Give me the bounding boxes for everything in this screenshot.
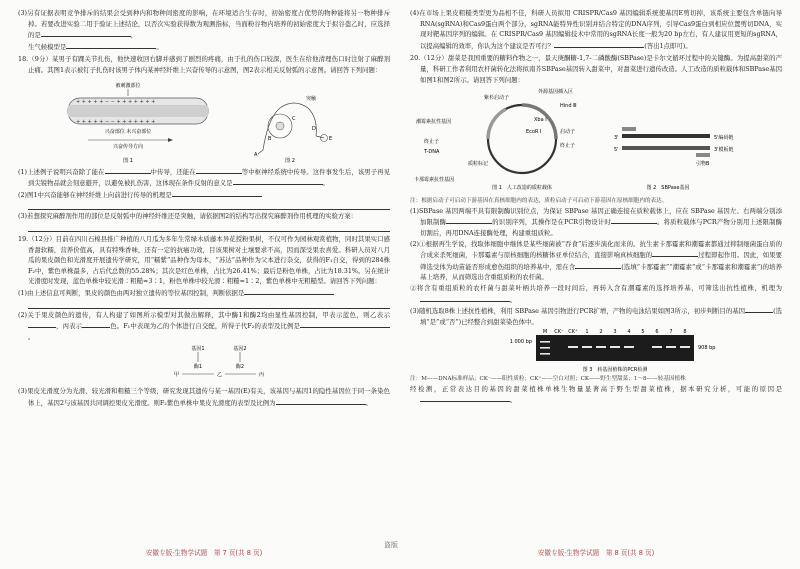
fig2-synapse-label: 突触 [306, 95, 317, 102]
q18-part2: (2)图1中兴奋能够在神经纤维上向前进行传导的机理是 [18, 189, 390, 201]
gel-lane-label: 2 [599, 329, 603, 336]
gene-label-3prime-top: 3' [614, 135, 619, 142]
left-page: (3)另有证据表明竞争排斥的结果会受到种内和物种间密度的影响，在环境适合生存时，初始密度占优势的物种能将另一物种排斥掉。若要改进实验二用于验证上述结论，以否次实验获得数为观测指标，当面粉谷物内培养的初始密度大于拟谷盗乙时，应选择的是 ， 生气候模型是 。 18.（9分）某男子有踝关节扎伤，他快速收回右脚并感到了剧烈的疼痛，由于扎的伤口较深，医生在给他清理伤口时注射了麻醉剂止痛。其图1表示被钉子扎伤时该男子体内某神经纤维上兴奋传导的示意图，图2表示相关反射弧的示意图。请回答下列问题： 被刺激部位 + + + + + − − + + + + + + + + + + + + − − + + + + + + + 兴奋部位 未兴奋部位 兴奋传导方向 图 1 A B C D E 突触 图 2 (1)上述例子说明兴奋除了能在 中传导，还能在 等中枢神经系统中传导。这件事发生后，该男子再见到尖锐物品就会刻意避开，以避免被扎伤害，这体现在条件反射的意义是 。 (2)图1中兴奋能够在神经纤维上向前进行传导的机理是 (3)若想探究麻醉剂作用的部位是反射弧中的神经纤维还是突触，请依据图2的结构写出探究麻醉剂作用机理的实验方案： 19.（12分）目前在四川石棉县推广种植的八月瓜为多年生常绿木质藤本异花授粉果树，不仅可作为园林观赏植物，同时其果实口感香甜软糯，营养价值高，具有特殊香味，还有一定的抗癌功效，目该果树对土壤要求不高，因而深受果农喜爱。科研人员对八月瓜的果皮颜色和光滑度开展遗传学研究，用“糯紫”品种作为母本，“苏达”品种作为父本进行杂交，获得的F₁自交，得到的284株F₂中，紫色单株最多，占后代总数的55.28%；其次是红色单株，占比为26.41%；最后是粉色单株，占比为18.31%。另在统计光滑度时发现，蓝色单株中较光滑∶粗糙≈3∶1，粉色单株中较光滑∶粗糙≈1∶2，紫色单株中无粗糙型。请回答下列问题： (1)由上述信息可判断，果皮的颜色由两对独立遗传的等位基因控制，判断依据是 (2)关于果皮颜色的遗传，有人构建了如图所示模型对其做出解释，其中酶1和酶2均由显性基因控制，甲表示蓝色，则乙表示，丙表示 色。F₁中表现为乙的个体进行自交配，所得子代F₂的表型及比例是。 基因1 基因2 酶1 酶2 甲 乙 丙 (3)果皮光滑度分为光滑、较光滑和粗糙三个等级，研究发现其遗传与某一基因(E)有关，该基因与基因1的隐性基因位于同一条染色体上，基因2与该基因共同调控果皮光滑度。则F₂紫色单株中果皮光滑度的表型及比例为 。 安徽专版·生物学试题 第 7 页(共 8 页) [18, 9, 391, 557]
right-footer: 安徽专版·生物学试题 第 8 页(共 8 页) [537, 549, 655, 557]
pigment-c: 丙 [259, 372, 265, 379]
gene2-label: 基因2 [233, 346, 247, 353]
enzyme2-label: 酶2 [235, 364, 245, 371]
gel-lane-label: CK⁺ [568, 329, 578, 336]
q18-figures [18, 78, 390, 166]
gel-caption: 图 3 转基因植株的PCR检测 [582, 367, 648, 374]
pigment-b: 乙 [217, 372, 223, 379]
gel-lane-label: 3 [613, 329, 617, 336]
gel-note: 注：M——DNA标准样品；CK⁻——阳性质粒；CK⁺——空白对照；CK——野生型甜菜；1～8——转基因植株 [410, 376, 686, 383]
q18-part1: (1)上述例子说明兴奋除了能在 中传导，还能在 等中枢神经系统中传导。这件事发生后，该男子再见到尖锐物品就会刻意避开，以避免被扎伤害，这体现在条件反射的意义是 。 [18, 167, 391, 188]
gel-lane-label: 8 [683, 329, 687, 336]
gene1-label: 基因1 [191, 346, 205, 353]
plasmid-caption: 图 1 人工改造的质粒载体 [492, 185, 552, 192]
q20-part1: (1)SBPase 基因两端不具有限制酶识别位点，为保证 SBPase 基因正确连接在质粒载体上，应在 SBPase 基因左、右两端分别添加限制酶 的识别序列，其操作是在PCR引物设计时 。将质粒载体与PCR产物分别用上述限制酶切割后，再用DNA连接酶处理，构建重组质粒。 [410, 206, 782, 237]
gel-figure [410, 327, 782, 375]
plasmid-label-term1: 终止子 [424, 139, 440, 146]
left-footer: 安徽专版·生物学试题 第 7 页(共 8 页) [145, 549, 263, 557]
plasmid-label-promoter2: 启动子 [560, 129, 576, 136]
gel-lane-label: 7 [669, 329, 673, 336]
q17-part3-tail: 生气候模型是 [28, 42, 67, 51]
gel-lane-label: 4 [627, 329, 631, 336]
plasmid-figures [410, 85, 782, 193]
pigment-a: 甲 [174, 372, 180, 379]
reflex-arc [263, 103, 316, 150]
plasmid-label-xba: Xba Ⅰ [534, 117, 547, 124]
watermark-text: 盗版 [384, 541, 398, 549]
fig1-bottom-label: 兴奋传导方向 [112, 143, 144, 150]
q20-part2: (2)①根据再生学说，找取体细胞中继体是某些细菌被“吞食”后逐步演化而来的。抗生素卡那霉素和潮霉素都通过抑制细菌蛋白质的合成来杀死细菌，卡那霉素与原核细胞的核糖体亚单位结合，直接影响真核细胞的 过程即起作用。因此，如果要筛选受体为幼苗能否形成愈伤组织的培养基中，需在含 (选填“卡那霉素”“潮霉素”或“卡那霉素和潮霉素”)的培养基上培养，从而筛选出含重组质粒的农杆菌。 [410, 239, 783, 282]
gene-label-template: 3'模板链 [714, 147, 734, 154]
plasmid-label-promoter1: 紫杉启动子 [484, 95, 510, 102]
q18-part3: (3)若想探究麻醉剂作用的部位是反射弧中的神经纤维还是突触，请依据图2的结构写出探究麻醉剂作用机理的实验方案： [18, 212, 358, 221]
q20-stem: 20.（12分）甜菜是我国重要的糖料作物之一，景天庚酮糖-1,7-二磷酸酶(SBPase)是卡尔文循环过程中的关键酶。为提高甜菜的产量，科研工作者利用农杆菌转化法将拟南芥SBPase基因转入甜菜中，对甜菜进行遗传改造。人工改造的质粒载体和SBPase基因如图1和图2所示。请回答下列问题： [410, 54, 782, 84]
q18-stem: 18.（9分）某男子有踝关节扎伤，他快速收回右脚并感到了剧烈的疼痛，由于扎的伤口较深，医生在给他清理伤口时注射了麻醉剂止痛。其图1表示被钉子扎伤时该男子体内某神经纤维上兴奋传导的示意图，图2表示相关反射弧的示意图。请回答下列问题： [18, 55, 390, 74]
plasmid-label-term2: 终止子 [560, 143, 576, 150]
pigment-pathway [18, 342, 390, 382]
gel-lane-label: 5 [641, 329, 645, 336]
plasmid-label-kan: 卡那霉素抗性基因 [414, 177, 455, 184]
q19-part2: (2)关于果皮颜色的遗传，有人构建了如图所示模型对其做出解释，其中酶1和酶2均由显性基因控制，甲表示蓝色，则乙表示，丙表示 色。F₁中表现为乙的个体进行自交配，所得子代F₂的表型及比例是。 [18, 310, 390, 341]
plasmid-label-ecor: EcoR Ⅰ [526, 129, 542, 136]
q20-part2-b: ②将含有重组质粒的农杆菌与甜菜叶柄共培养一段时间后，再转入含有潮霉素的选择培养基，可筛选出抗性植株，机理为。 [410, 283, 782, 304]
fig2-label-d: D [312, 125, 316, 132]
gel-size-left: 1 000 bp [509, 339, 532, 346]
q19-stem: 19.（12分）目前在四川石棉县推广种植的八月瓜为多年生常绿木质藤本异花授粉果树，不仅可作为园林观赏植物，同时其果实口感香甜软糯，营养价值高，具有特殊香味，还有一定的抗癌功效，目该果树对土壤要求不高，因而深受果农喜爱。科研人员对八月瓜的果皮颜色和光滑度开展遗传学研究，用“糯紫”品种作为母本，“苏达”品种作为父本进行杂交，获得的F₁自交，得到的284株F₂中，紫色单株最多，占后代总数的55.28%；其次是红色单株，占比为26.41%；最后是粉色单株，占比为18.31%。另在统计光滑度时发现，蓝色单株中较光滑∶粗糙≈3∶1，粉色单株中较光滑∶粗糙≈1∶2，紫色单株中无粗糙型。请回答下列问题： [18, 234, 390, 286]
template-strand [622, 146, 710, 150]
figure-note: 注：根据启动子可启动下游基因在真核细胞内的表达，质粒启动子可启动下游基因在原核细胞内的表达。 [410, 198, 668, 205]
gene-label-coding: 5'编码链 [714, 135, 734, 142]
fig2-label-a: A [254, 151, 258, 158]
fig1-caption: 图 1 [123, 157, 133, 164]
coding-strand [622, 134, 710, 138]
q19-part1: (1)由上述信息可判断，果皮的颜色由两对独立遗传的等位基因控制，判断依据是 [18, 287, 390, 299]
q19-part3: (3)果皮光滑度分为光滑、较光滑和粗糙三个等级，研究发现其遗传与某一基因(E)有关，该基因与基因1的隐性基因位于同一条染色体上，基因2与该基因共同调控果皮光滑度。则F₂紫色单株中果皮光滑度的表型及比例为 。 [18, 387, 390, 407]
plasmid-label-hyg: 潮霉素抗性基因 [416, 119, 452, 126]
gel-lane-label: M [542, 329, 548, 336]
gel-lane-labels [543, 329, 687, 335]
plasmid-label-hind: Hind Ⅲ [560, 103, 577, 110]
fig2-label-c: C [292, 115, 296, 122]
gel-lane-label: 1 [585, 329, 589, 336]
gel-lane-label: CK⁻ [554, 329, 564, 336]
enzyme1-label: 酶1 [193, 364, 203, 371]
plasmid-label-marker: 质粒标记 [468, 161, 489, 168]
plasmid-label-tdna: T-DNA [424, 149, 440, 156]
right-page [410, 8, 782, 561]
q20-part3: (3)随机选取8株上述抗性植株，利用 SBPase 基因引物进行PCR扩增，产物的电泳结果如图3所示，初步判断目的基因 (选填“是”或“否”)已经整合到甜菜染色体中。 [410, 307, 782, 326]
q17-part3: (3)另有证据表明竞争排斥的结果会受到种内和物种间密度的影响，在环境适合生存时，初始密度占优势的物种能将另一物种排斥掉。若要改进实验二用于验证上述结论，以否次实验获得数为观测指标，当面粉谷物内培养的初始密度大于拟谷盗乙时，应选择的是 ， [18, 9, 390, 40]
q19-part4: (4)在市场上果皮粗糙类型更为品相不佳，科研人员拟用 CRISPR/Cas9 基因编辑系统使基因E剪切掉，该系统主要包含单链向导RNA(sgRNA)和Cas9蛋白两个部分，sgRNA能特异性识别并结合特定的DNA序列，引导Cas9蛋白到相应位置剪切DNA，实现对靶基因序列的编辑。在 CRISPR/Cas9 基因编辑技术中常用的sgRNA长度一般为20 bp左右，有人建议用更短的sgRNA，以提高编辑的效率，你认为这个建议是否可行？ (答出1点即可)。 [410, 9, 782, 50]
svg-text:+ + + + + − − + + + + + + +: + + + + + − − + + + + + + + [76, 118, 156, 125]
plasmid-label-insert: 外源基因插入区 [538, 89, 574, 96]
fig1-mid-label: 兴奋部位 未兴奋部位 [104, 128, 152, 135]
nerve-figures [18, 78, 390, 166]
svg-text:+ + + + + − − + + + + + + +: + + + + + − − + + + + + + + [76, 98, 156, 105]
q20-part4: 经检测，正常表达目的基因的甜菜植株单株生物量显著高于野生型甜菜植株，据本研究分析，可能的原因是。 [410, 384, 782, 405]
fig2-label-b: B [268, 135, 272, 142]
gene-label-primer: 引物B [696, 161, 710, 168]
fig1-top-label: 被刺激部位 [115, 82, 141, 89]
gene-label-5prime-bottom: 5' [614, 147, 619, 154]
fig2-caption: 图 2 [285, 157, 295, 164]
gene-caption: 图 2 SBPase基因 [646, 185, 690, 192]
fig2-label-e: E [329, 135, 333, 142]
gel-lane-label: 6 [655, 329, 659, 336]
gel-size-right: 908 bp [698, 345, 716, 352]
